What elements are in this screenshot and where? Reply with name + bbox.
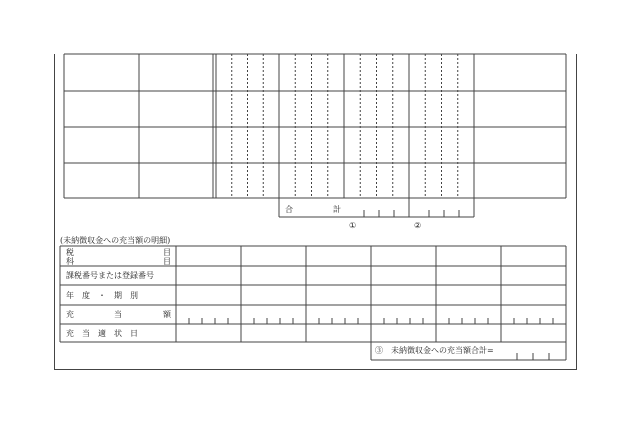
row-label-tax-item-bottom: 科 [66,257,74,266]
row-label-allot-mid: 当 [114,310,122,319]
total-label-right: 計 [333,205,341,214]
section-heading: (未納徴収金への充当額の明細) [60,236,171,245]
row-label-item-top: 目 [163,248,171,257]
allotment-total-label: ③ 未納徴収金への充当額合計= [375,346,494,355]
row-label-allot-date: 充 当 適 状 日 [66,329,138,338]
row-label-tax-item-top: 税 [66,248,74,257]
marker-2: ② [414,221,422,230]
row-label-allot-right: 額 [163,310,171,319]
marker-1: ① [349,221,357,230]
row-label-allot-left: 充 [66,310,74,319]
row-label-item-bottom: 目 [163,257,171,266]
total-label-left: 合 [285,205,293,214]
row-label-year-term: 年 度 ・ 期 別 [66,291,138,300]
row-label-tax-number: 課税番号または登録番号 [66,271,154,280]
